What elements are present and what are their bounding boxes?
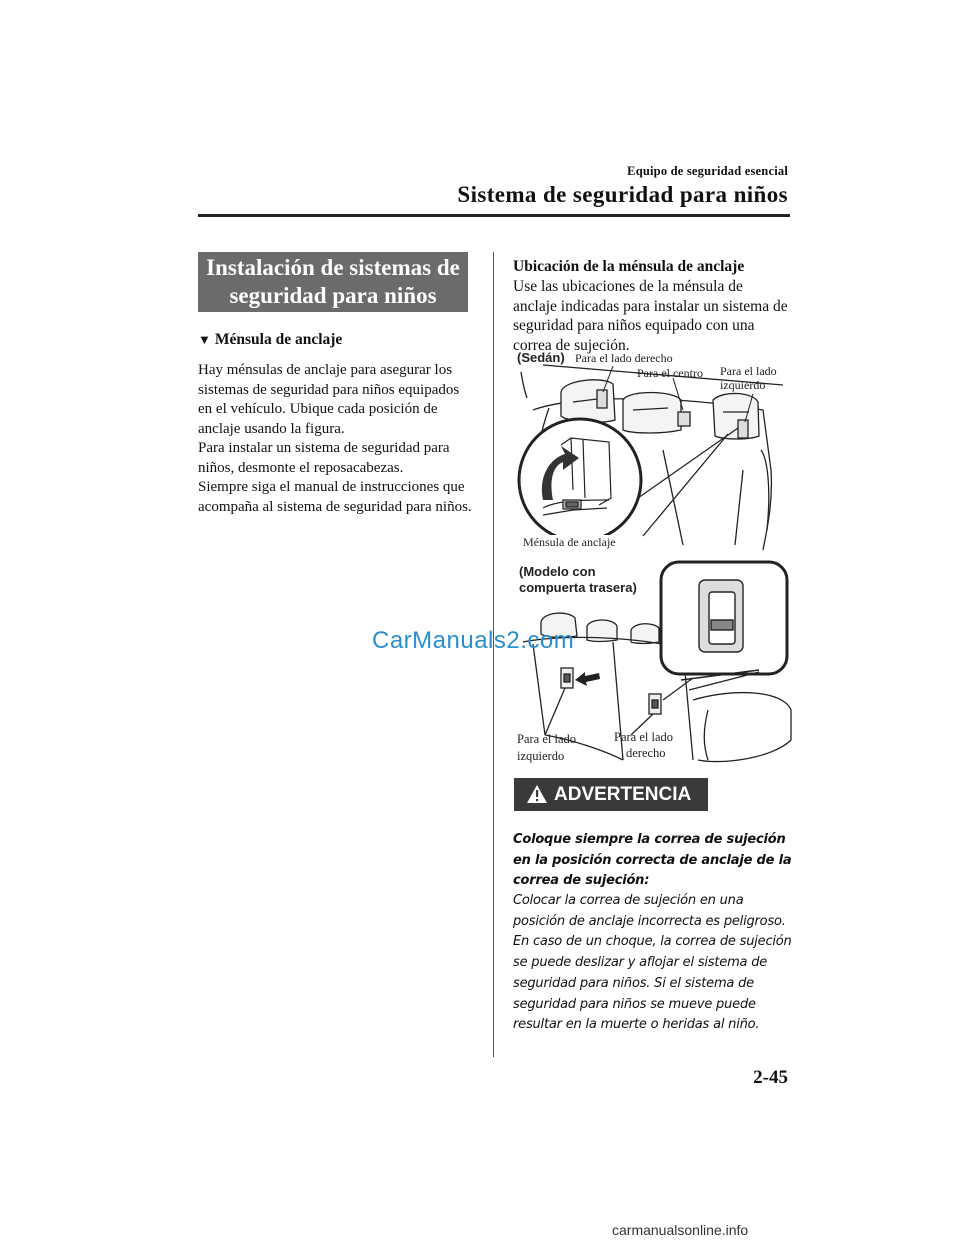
label-sedan-center: Para el centro <box>637 366 703 380</box>
section-title-line2: seguridad para niños <box>229 283 437 308</box>
page-header-title: Sistema de seguridad para niños <box>457 182 788 207</box>
hatchback-variant-label-line2: compuerta trasera) <box>519 580 637 595</box>
label-sedan-left-side-line1: Para el lado <box>720 364 777 378</box>
right-paragraph: Use las ubicaciones de la ménsula de anclaje indicadas para instalar un sistema de seguridad para niños equipado con una correa de sujeción. <box>513 278 788 354</box>
warning-body: Colocar la correa de sujeción en una posición de anclaje incorrecta es peligroso. En caso de un choque, la correa de sujeción se puede deslizar y aflojar el sistema de seguridad para niños. Si el sistema de seguridad para niños se mueve puede resultar en la muerte o heridas al niño. <box>513 893 792 1033</box>
warning-heading: Coloque siempre la correa de sujeción en la posición correcta de anclaje de la correa de sujeción: <box>513 832 792 888</box>
watermark-carmanuals2: CarManuals2.com <box>372 627 575 654</box>
label-hatchback-left-line1: Para el lado <box>517 732 577 746</box>
section-title-box <box>198 252 468 312</box>
header-section-label: Equipo de seguridad esencial <box>627 164 788 178</box>
warning-banner <box>514 778 708 811</box>
section-title-line1: Instalación de sistemas de <box>206 255 460 280</box>
left-body <box>198 361 473 517</box>
hatchback-anchor-figure <box>513 560 793 772</box>
page-number: 2-45 <box>753 1067 788 1088</box>
label-hatchback-left-line2: izquierdo <box>517 749 565 763</box>
sedan-anchor-figure <box>513 350 793 555</box>
hatchback-variant-label-line1: (Modelo con <box>519 564 596 579</box>
warning-label: ADVERTENCIA <box>554 784 692 805</box>
warning-triangle-icon <box>526 784 548 804</box>
header-rule <box>198 214 790 217</box>
label-sedan-right-side: Para el lado derecho <box>575 351 673 365</box>
left-paragraph-2: Para instalar un sistema de seguridad para niños, desmonte el reposacabezas. <box>198 440 450 476</box>
triangle-bullet-icon: ▼ <box>198 332 211 347</box>
subheading-text: Ménsula de anclaje <box>214 331 343 348</box>
label-anchor-bracket: Ménsula de anclaje <box>523 535 616 549</box>
right-heading: Ubicación de la ménsula de anclaje <box>513 258 745 275</box>
subheading <box>198 331 342 349</box>
left-paragraph-1: Hay ménsulas de anclaje para asegurar los sistemas de seguridad para niños equipados en el vehículo. Ubique cada posición de anclaje usando la figura. <box>198 362 460 437</box>
label-hatchback-right-line2: derecho <box>626 746 666 760</box>
watermark-carmanualsonline: carmanualsonline.info <box>612 1222 749 1238</box>
label-hatchback-right-line1: Para el lado <box>614 730 674 744</box>
sedan-variant-label: (Sedán) <box>517 350 565 365</box>
left-paragraph-3: Siempre siga el manual de instrucciones que acompaña al sistema de seguridad para niños. <box>198 479 472 515</box>
label-sedan-left-side-line2: izquierdo <box>720 378 766 392</box>
